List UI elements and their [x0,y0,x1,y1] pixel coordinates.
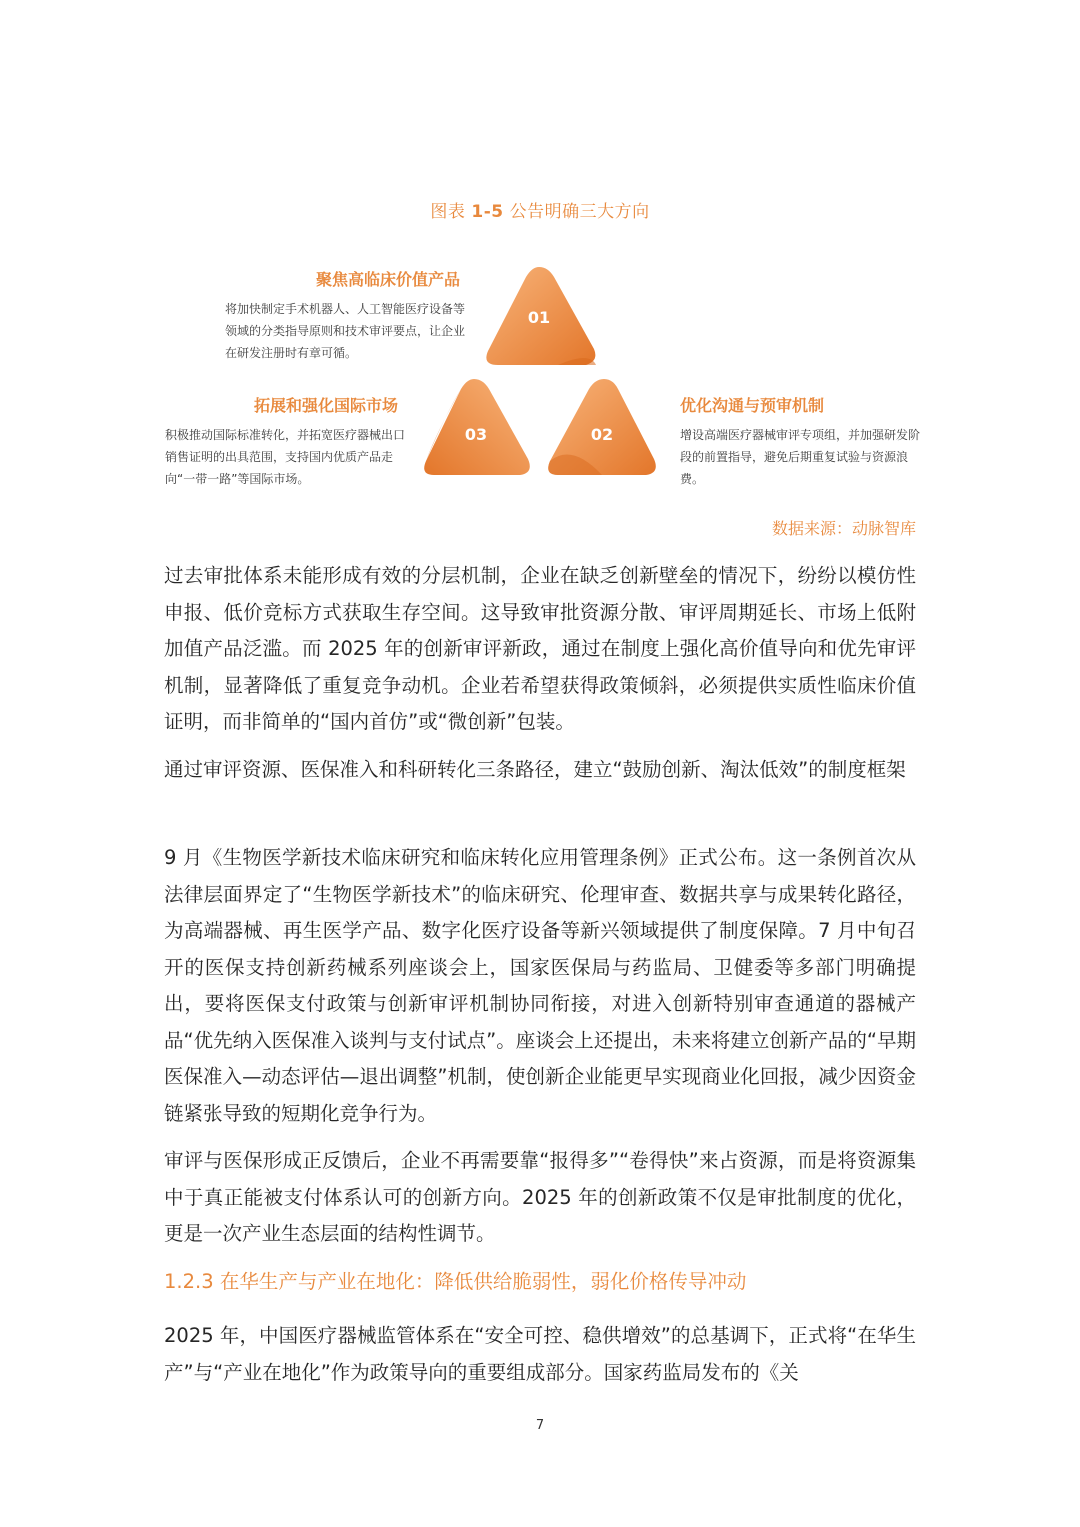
paragraph-2-subheading: 通过审评资源、医保准入和科研转化三条路径，建立“鼓励创新、淘汰低效”的制度框架 [164,758,906,781]
paragraph-1: 过去审批体系未能形成有效的分层机制，企业在缺乏创新壁垒的情况下，纷纷以模仿性申报、低价竞标方式获取生存空间。这导致审批资源分散、审评周期延长、市场上低附加值产品泛滥。而 2025 年的创新审评新政，通过在制度上强化高价值导向和优先审评机制，显著降低了重复竞争动机。企业若希望获得政策倾斜，必须提供实质性临床价值证明，而非简单的“国内首仿”或“微创新”包装。 [164,564,916,733]
direction-text-01: 将加快制定手术机器人、人工智能医疗设备等领域的分类指导原则和技术审评要点，让企业在研发注册时有章可循。 [225,302,466,360]
paragraph-3: 9 月《生物医学新技术临床研究和临床转化应用管理条例》正式公布。这一条例首次从法律层面界定了“生物医学新技术”的临床研究、伦理审查、数据共享与成果转化路径，为高端器械、再生医学产品、数字化医疗设备等新兴领域提供了制度保障。7 月中旬召开的医保支持创新药械系列座谈会上，国家医保局与药监局、卫健委等多部门明确提出，要将医保支付政策与创新审评机制协同衔接，对进入创新特别审查通道的器械产品“优先纳入医保准入谈判与支付试点”。座谈会上还提出，未来将建立创新产品的“早期医保准入—动态评估—退出调整”机制，使创新企业能更早实现商业化回报，减少因资金链紧张导致的短期化竞争行为。 [164,846,916,1125]
direction-text-02: 增设高端医疗器械审评专项组，并加强研发阶段的前置指导，避免后期重复试验与资源浪费。 [680,428,921,486]
triangle-number-01: 01 [527,308,551,327]
direction-block-03 [165,393,410,490]
direction-heading-02: 优化沟通与预审机制 [680,396,825,415]
direction-block-01 [225,267,470,364]
section-heading: 1.2.3 在华生产与产业在地化：降低供给脆弱性，弱化价格传导冲动 [164,1270,747,1293]
direction-heading-03: 拓展和强化国际市场 [253,396,398,415]
triangle-01 [478,261,600,371]
direction-block-02 [680,393,925,490]
direction-heading-01: 聚焦高临床价值产品 [315,270,460,289]
paragraph-4: 审评与医保形成正反馈后，企业不再需要靠“报得多”“卷得快”来占资源，而是将资源集中于真正能被支付体系认可的创新方向。2025 年的创新政策不仅是审批制度的优化，更是一次产业生态层面的结构性调节。 [164,1149,916,1245]
three-directions-diagram [150,255,940,505]
direction-text-03: 积极推动国际标准转化，并拓宽医疗器械出口销售证明的出具范围，支持国内优质产品走向“一带一路”等国际市场。 [165,428,406,486]
figure-label-prefix: 图表 [430,202,466,222]
triangle-number-03: 03 [464,425,488,444]
figure-title [0,197,1080,222]
paragraph-5: 2025 年，中国医疗器械监管体系在“安全可控、稳供增效”的总基调下，正式将“在华生产”与“产业在地化”作为政策导向的重要组成部分。国家药监局发布的《关 [164,1324,916,1384]
figure-source: 数据来源：动脉智库 [771,519,916,538]
page-number: 7 [535,1418,545,1433]
triangle-03 [416,373,536,481]
triangle-02 [542,373,662,481]
triangle-number-02: 02 [590,425,614,444]
figure-label-number: 1-5 [471,202,504,222]
figure-title-text: 公告明确三大方向 [509,202,650,222]
